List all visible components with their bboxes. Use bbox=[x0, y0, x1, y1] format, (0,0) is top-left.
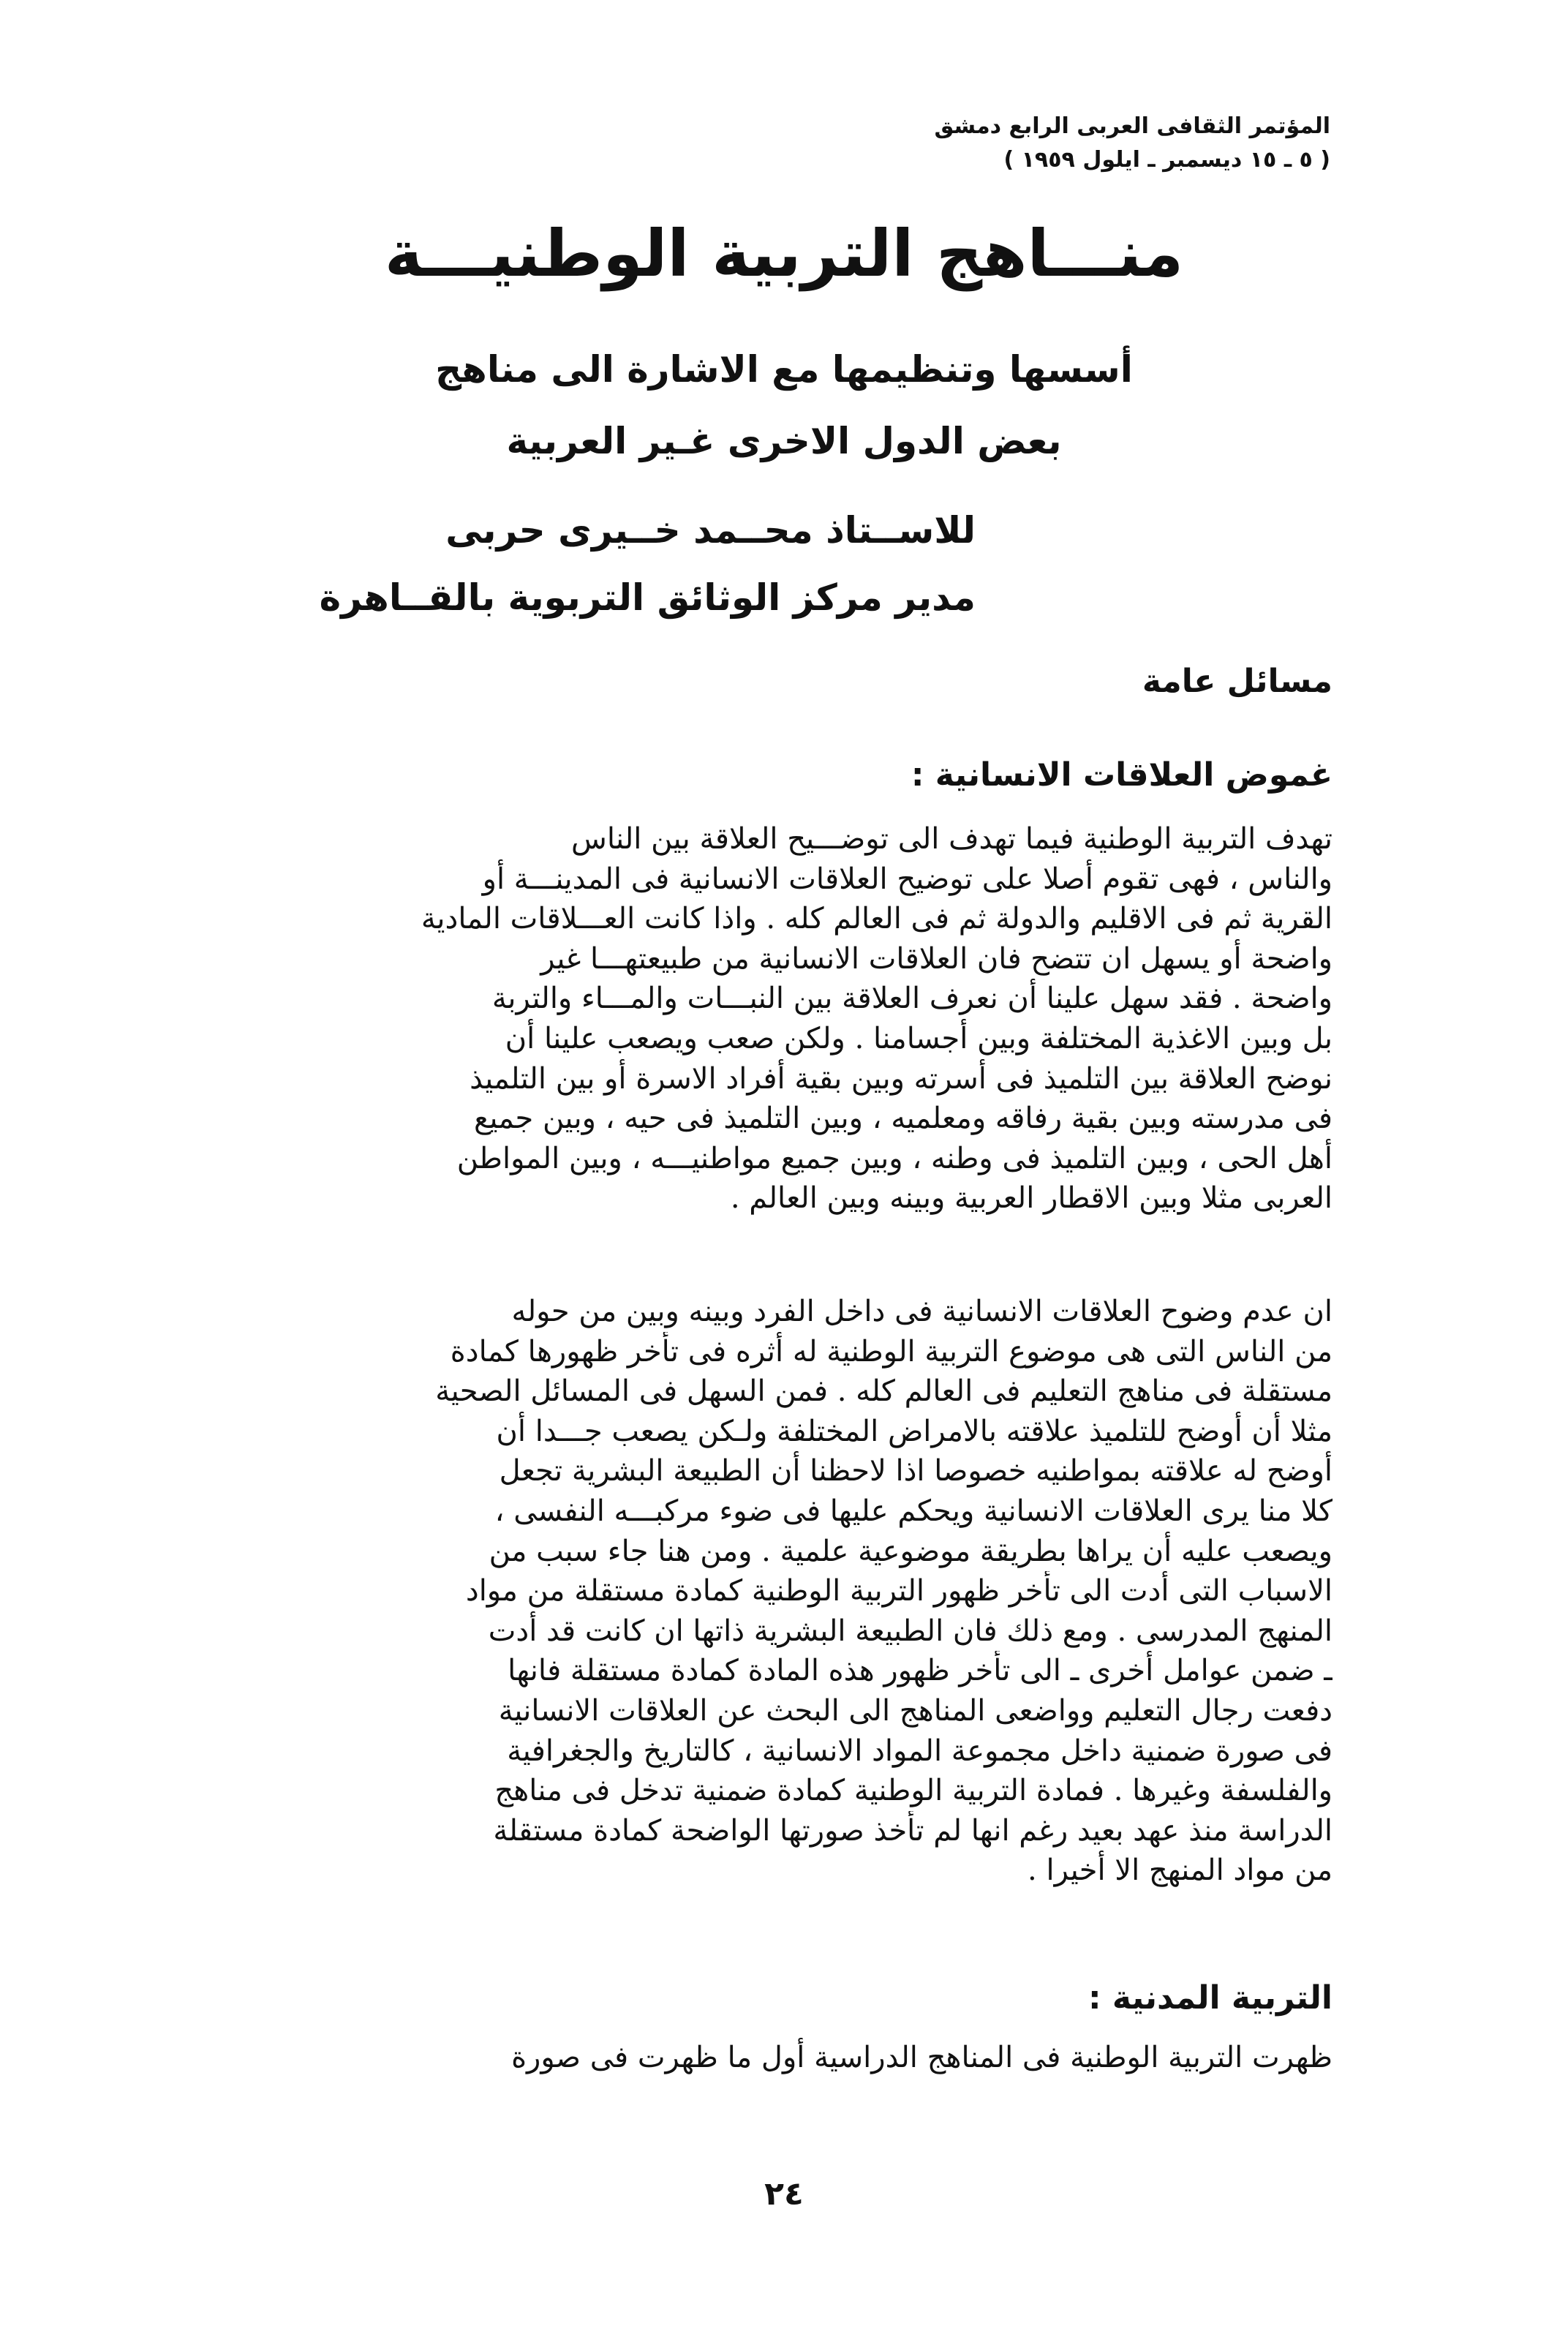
section-heading-civic: التربية المدنية : bbox=[1088, 1979, 1333, 2017]
text-line: بل وبين الاغذية المختلفة وبين أجسامنا . ولكن صعب ويصعب علينا أن bbox=[505, 1021, 1333, 1055]
text-line: واضحة أو يسهل ان تتضح فان العلاقات الانسانية من طبيعتهـــا غير bbox=[540, 941, 1333, 976]
text-line: واضحة . فقد سهل علينا أن نعرف العلاقة بين النبـــات والمـــاء والتربة bbox=[491, 982, 1333, 1016]
text-line: الدراسة منذ عهد بعيد رغم انها لم تأخذ صورتها الواضحة كمادة مستقلة bbox=[493, 1813, 1333, 1848]
text-line: ان عدم وضوح العلاقات الانسانية فى داخل الفرد وبينه وبين من حوله bbox=[511, 1295, 1333, 1328]
paragraph-3 bbox=[235, 2038, 1333, 2078]
text-line: كلا منا يرى العلاقات الانسانية ويحكم عليها فى ضوء مركبـــه النفسى ، bbox=[494, 1494, 1333, 1528]
text-line: المنهج المدرسى . ومع ذلك فان الطبيعة البشرية ذاتها ان كانت قد أدت bbox=[488, 1614, 1333, 1648]
conference-line-2: ( ٥ ـ ١٥ ديسمبر ـ ايلول ١٩٥٩ ) bbox=[1003, 147, 1330, 173]
conference-header bbox=[672, 110, 1330, 177]
text-line: أهل الحى ، وبين التلميذ فى وطنه ، وبين جميع مواطنيـــه ، وبين المواطن bbox=[456, 1141, 1333, 1175]
text-line: القرية ثم فى الاقليم والدولة ثم فى العالم كله . واذا كانت العـــلاقات المادية bbox=[421, 902, 1333, 936]
section-heading-ambiguity: غموض العلاقات الانسانية : bbox=[911, 756, 1333, 794]
text-line: ظهرت التربية الوطنية فى المناهج الدراسية أول ما ظهرت فى صورة bbox=[511, 2041, 1333, 2074]
text-line: فى صورة ضمنية داخل مجموعة المواد الانسانية ، كالتاريخ والجغرافية bbox=[507, 1734, 1333, 1768]
text-line: العربى مثلا وبين الاقطار العربية وبينه وبين العالم . bbox=[730, 1181, 1333, 1216]
article-title: منـــاهج التربية الوطنيـــة bbox=[384, 216, 1184, 291]
paragraph-2 bbox=[235, 1292, 1333, 1891]
text-line: دفعت رجال التعليم وواضعى المناهج الى البحث عن العلاقات الانسانية bbox=[498, 1693, 1333, 1728]
text-line: والفلسفة وغيرها . فمادة التربية الوطنية كمادة ضمنية تدخل فى مناهج bbox=[494, 1774, 1333, 1808]
text-line: نوضح العلاقة بين التلميذ فى أسرته وبين بقية أفراد الاسرة أو بين التلميذ bbox=[470, 1061, 1333, 1096]
text-line: مثلا أن أوضح للتلميذ علاقته بالامراض المختلفة ولـكن يصعب جـــدا أن bbox=[496, 1414, 1333, 1448]
text-line: من مواد المنهج الا أخيرا . bbox=[1028, 1853, 1333, 1888]
text-line: مستقلة فى مناهج التعليم فى العالم كله . فمن السهل فى المسائل الصحية bbox=[435, 1374, 1333, 1409]
text-line: فى مدرسته وبين بقية رفاقه ومعلميه ، وبين التلميذ فى حيه ، وبين جميع bbox=[474, 1102, 1333, 1136]
section-heading-general: مسائل عامة bbox=[1142, 663, 1333, 700]
text-line: الاسباب التى أدت الى تأخر ظهور التربية الوطنية كمادة مستقلة من مواد bbox=[465, 1574, 1333, 1608]
text-line: أوضح له علاقته بمواطنيه خصوصا اذا لاحظنا أن الطبيعة البشرية تجعل bbox=[499, 1454, 1333, 1488]
page-number: ٢٤ bbox=[764, 2175, 804, 2213]
text-line: من الناس التى هى موضوع التربية الوطنية له أثره فى تأخر ظهورها كمادة bbox=[450, 1334, 1333, 1369]
subtitle-line-2: بعض الدول الاخرى غـير العربية bbox=[506, 420, 1062, 462]
text-line: تهدف التربية الوطنية فيما تهدف الى توضـــيح العلاقة بين الناس bbox=[571, 822, 1333, 856]
text-line: والناس ، فهى تقوم أصلا على توضيح العلاقات الانسانية فى المدينـــة أو bbox=[482, 862, 1333, 896]
author-position: مدير مركز الوثائق التربوية بالقــاهرة bbox=[319, 576, 976, 619]
conference-line-1: المؤتمر الثقافى العربى الرابع دمشق bbox=[934, 113, 1330, 139]
subtitle-line-1: أسسها وتنظيمها مع الاشارة الى مناهج bbox=[435, 348, 1133, 391]
paragraph-1 bbox=[235, 819, 1333, 1219]
text-line: ـ ضمن عوامل أخرى ـ الى تأخر ظهور هذه المادة كمادة مستقلة فانها bbox=[508, 1654, 1333, 1688]
author-name: للاســتاذ محــمد خــيرى حربى bbox=[445, 509, 976, 552]
text-line: ويصعب عليه أن يراها بطريقة موضوعية علمية . ومن هنا جاء سبب من bbox=[489, 1534, 1333, 1568]
